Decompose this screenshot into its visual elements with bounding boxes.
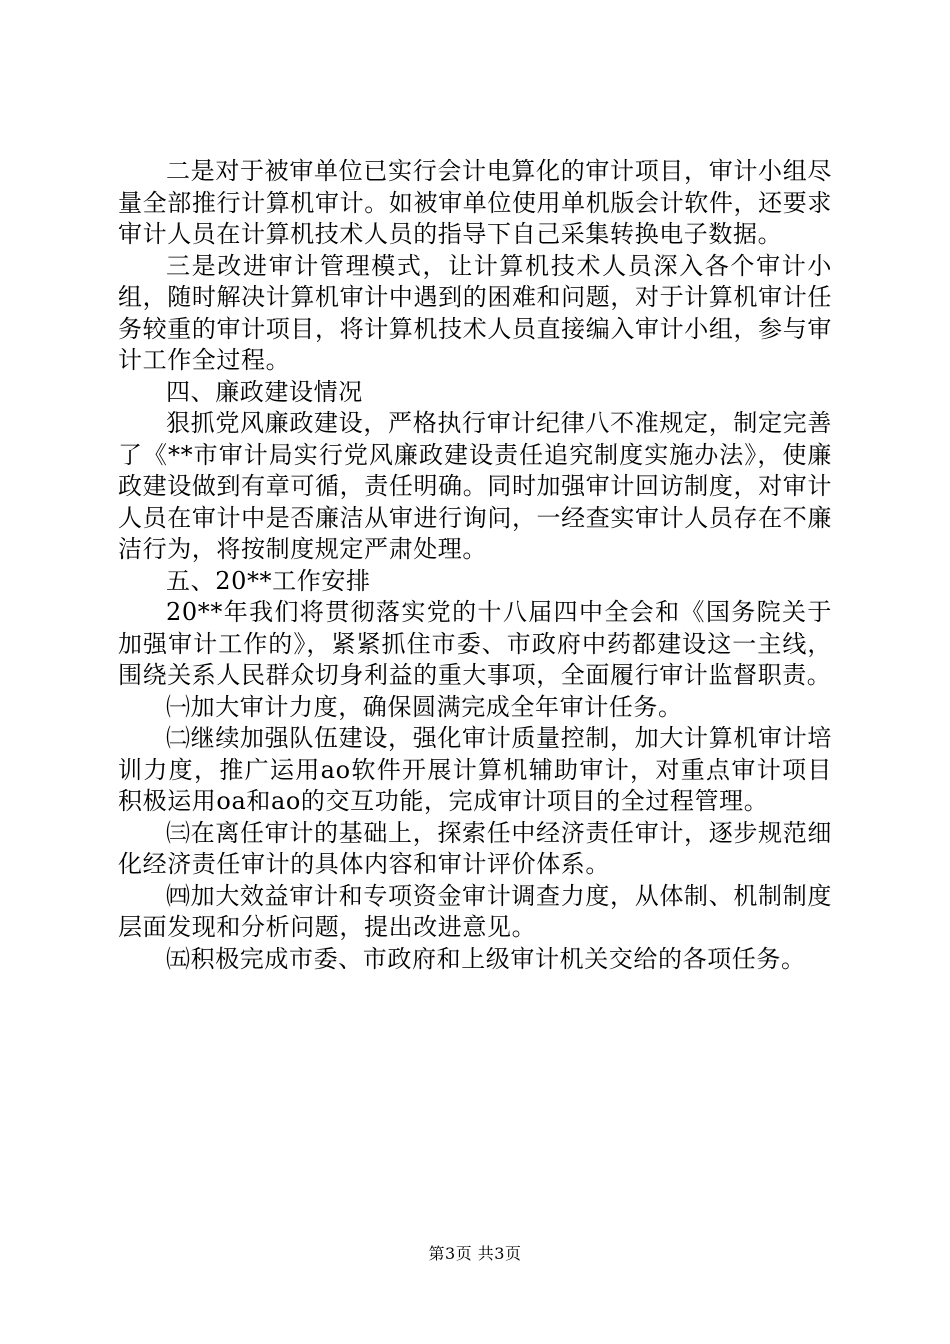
paragraph-integrity: 狠抓党风廉政建设，严格执行审计纪律八不准规定，制定完善了《**市审计局实行党风廉政建设责任追究制度实施办法》，使廉政建设做到有章可循，责任明确。同时加强审计回访制度，对审计人员在审计中是否廉洁从审进行询问，一经查实审计人员存在不廉洁行为，将按制度规定严肃处理。 <box>118 409 832 563</box>
section-heading-integrity: 四、廉政建设情况 <box>166 377 363 406</box>
document-body <box>118 156 832 975</box>
list-item-3: ㈢在离任审计的基础上，探索任中经济责任审计，逐步规范细化经济责任审计的具体内容和审计评价体系。 <box>118 818 832 878</box>
paragraph-computer-audit: 二是对于被审单位已实行会计电算化的审计项目，审计小组尽量全部推行计算机审计。如被审单位使用单机版会计软件，还要求审计人员在计算机技术人员的指导下自己采集转换电子数据。 <box>118 157 832 248</box>
list-item-5: ㈤积极完成市委、市政府和上级审计机关交给的各项任务。 <box>166 944 806 973</box>
list-item-1: ㈠加大审计力度，确保圆满完成全年审计任务。 <box>166 692 683 721</box>
section-heading-work-plan: 五、20**工作安排 <box>166 566 371 595</box>
page-number-footer: 第3页 共3页 <box>428 1244 522 1263</box>
list-item-4: ㈣加大效益审计和专项资金审计调查力度，从体制、机制制度层面发现和分析问题，提出改进意见。 <box>118 881 832 941</box>
list-item-2: ㈡继续加强队伍建设，强化审计质量控制，加大计算机审计培训力度，推广运用ao软件开展计算机辅助审计，对重点审计项目积极运用oa和ao的交互功能，完成审计项目的全过程管理。 <box>118 724 832 815</box>
paragraph-work-plan: 20**年我们将贯彻落实党的十八届四中全会和《国务院关于加强审计工作的》，紧紧抓住市委、市政府中药都建设这一主线，围绕关系人民群众切身利益的重大事项，全面履行审计监督职责。 <box>118 598 832 689</box>
paragraph-audit-management: 三是改进审计管理模式，让计算机技术人员深入各个审计小组，随时解决计算机审计中遇到的困难和问题，对于计算机审计任务较重的审计项目，将计算机技术人员直接编入审计小组，参与审计工作全过程。 <box>118 251 832 374</box>
